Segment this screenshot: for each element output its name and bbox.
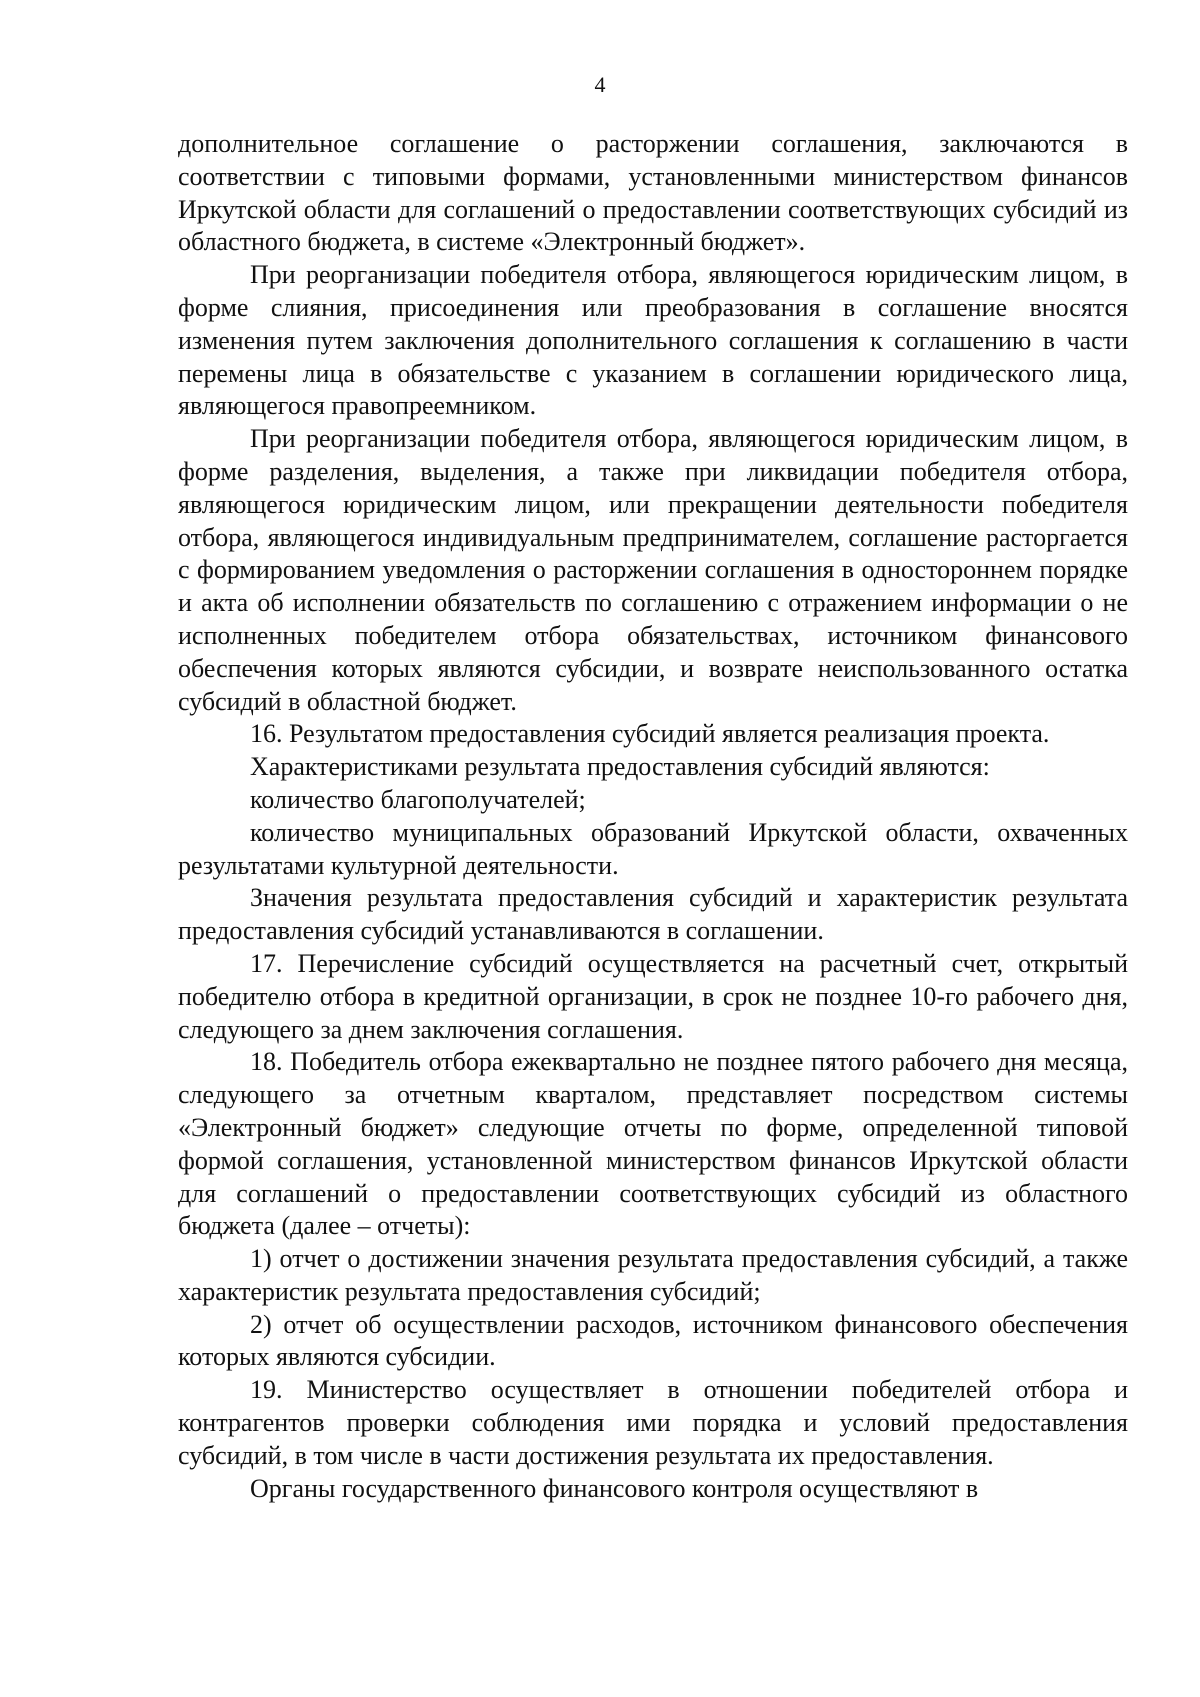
paragraph-clause-17: 17. Перечисление субсидий осуществляется на расчетный счет, открытый победителю отбора в кредитной организации, в срок не позднее 10-го рабочего дня, следующего за днем заключения соглашения. (178, 948, 1128, 1044)
paragraph-municipalities-count: количество муниципальных образований Иркутской области, охваченных результатами культурной деятельности. (178, 817, 1128, 880)
paragraph-clause-19: 19. Министерство осуществляет в отношении победителей отбора и контрагентов проверки соблюдения ими порядка и условий предоставления субсидий, в том числе в части достижения результата их предоставления. (178, 1375, 1128, 1470)
paragraph-beneficiaries-count: количество благополучателей; (250, 784, 586, 814)
paragraph-report-1: 1) отчет о достижении значения результата предоставления субсидий, а также характеристик результата предоставления субсидий; (178, 1244, 1128, 1306)
paragraph-financial-control: Органы государственного финансового контроля осуществляют в (250, 1473, 979, 1503)
paragraph-clause-16: 16. Результатом предоставления субсидий является реализация проекта. (250, 719, 1050, 749)
page-number: 4 (594, 72, 606, 97)
paragraph-clause-18: 18. Победитель отбора ежеквартально не позднее пятого рабочего дня месяца, следующего за отчетным кварталом, представляет посредством системы «Электронный бюджет» следующие отчеты по форме, определенной типовой формой соглашения, установленной министерством финансов Иркутской области для соглашений о предоставлении соответствующих субсидий из областного бюджета (далее – отчеты): (178, 1047, 1128, 1241)
paragraph-reorganization-division: При реорганизации победителя отбора, являющегося юридическим лицом, в форме разделения, выделения, а также при ликвидации победителя отбора, являющегося юридическим лицом, или прекращении деятельности победителя отбора, являющегося индивидуальным предпринимателем, соглашение расторгается с формированием уведомления о расторжении соглашения в одностороннем порядке и акта об исполнении обязательств по соглашению с отражением информации о не исполненных победителем отбора обязательствах, источником финансового обеспечения которых являются субсидии, и возврате неиспользованного остатка субсидий в областной бюджет. (178, 424, 1128, 716)
paragraph-result-values: Значения результата предоставления субсидий и характеристик результата предоставления субсидий устанавливаются в соглашении. (178, 883, 1128, 946)
paragraph-continuation: дополнительное соглашение о расторжении соглашения, заключаются в соответствии с типовыми формами, установленными министерством финансов Иркутской области для соглашений о предоставлении соответствующих субсидий из областного бюджета, в системе «Электронный бюджет». (178, 129, 1128, 257)
paragraph-report-2: 2) отчет об осуществлении расходов, источником финансового обеспечения которых являются субсидии. (178, 1309, 1128, 1372)
document-body (178, 128, 1128, 1505)
paragraph-result-characteristics: Характеристиками результата предоставления субсидий являются: (250, 752, 990, 782)
paragraph-reorganization-merger: При реорганизации победителя отбора, являющегося юридическим лицом, в форме слияния, присоединения или преобразования в соглашение вносятся изменения путем заключения дополнительного соглашения к соглашению в части перемены лица в обязательстве с указанием в соглашении юридического лица, являющегося правопреемником. (178, 260, 1128, 421)
